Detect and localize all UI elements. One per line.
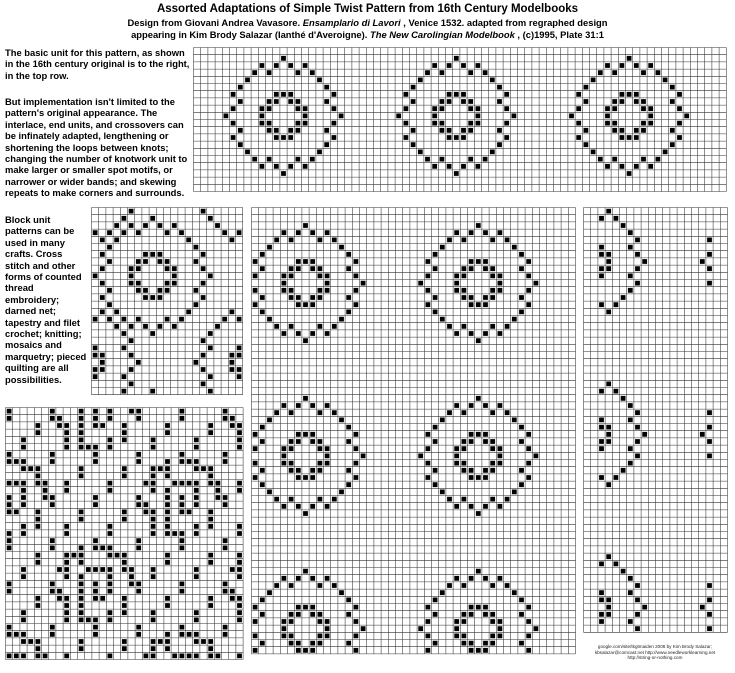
filled-stitches bbox=[7, 409, 242, 659]
copyright-credit: google.com/site/tkgtmaiden 2006 by Kim Brody Salazar; kbsalazar@comcast.net http://www.needleworklearning.net http://string-or-nothing.com bbox=[594, 644, 716, 661]
crafts-embroidery: embroidery; bbox=[5, 293, 60, 305]
intro-note: The basic unit for this pattern, as shown in the 16th century original is to the right, in the top row. bbox=[5, 47, 190, 81]
citation-book-title: The New Carolingian Modelbook bbox=[369, 29, 515, 40]
pattern-grid-large-field bbox=[251, 207, 576, 660]
implementation-note: But implementation isn't limited to the pattern's original appearance. The interlace, end units, and crossovers can be infinately adapted, lengthening or shortening the loops between knots; changing the number of knotwork unit to make larger or smaller spot motifs, or narrower or wider bands; and skewing repeats to make corners and surrounds. bbox=[5, 96, 188, 199]
pattern-grid-spot-motif bbox=[91, 207, 245, 400]
filled-stitches bbox=[224, 56, 690, 176]
grid-lines bbox=[6, 408, 244, 660]
pattern-grid-bottom-left bbox=[5, 407, 245, 660]
crafts-marquetry: marquetry; bbox=[5, 350, 54, 362]
pattern-grid-vertical-band bbox=[583, 207, 729, 639]
source-book-title: Ensamplario di Lavori bbox=[302, 17, 401, 28]
citation-text-b: , (c)1995, Plate 31:1 bbox=[514, 29, 604, 40]
crafts-text-3: pieced quilting are all possibilities. bbox=[5, 350, 87, 385]
source-text-a: Design from Giovani Andrea Vavasore. bbox=[127, 17, 303, 28]
design-source bbox=[0, 17, 735, 28]
citation-text-a: appearing in Kim Brody Salazar (Ianthé d'Averoigne). bbox=[131, 29, 370, 40]
pattern-grid-top-band bbox=[193, 47, 728, 199]
source-text-b: , Venice 1532. adapted from regraphed design bbox=[400, 17, 608, 28]
modelbook-citation bbox=[0, 29, 735, 40]
grid-lines bbox=[92, 208, 243, 395]
grid-lines bbox=[584, 208, 728, 633]
crafts-note bbox=[5, 214, 87, 385]
crafts-text-1: Block unit patterns can be used in many crafts. Cross stitch and other forms of counted thread bbox=[5, 214, 82, 294]
page-title: Assorted Adaptations of Simple Twist Pattern from 16th Century Modelbooks bbox=[156, 3, 579, 15]
crafts-text-2: darned net; tapestry and filet crochet; knitting; mosaics and bbox=[5, 305, 82, 351]
grid-lines bbox=[194, 48, 727, 192]
